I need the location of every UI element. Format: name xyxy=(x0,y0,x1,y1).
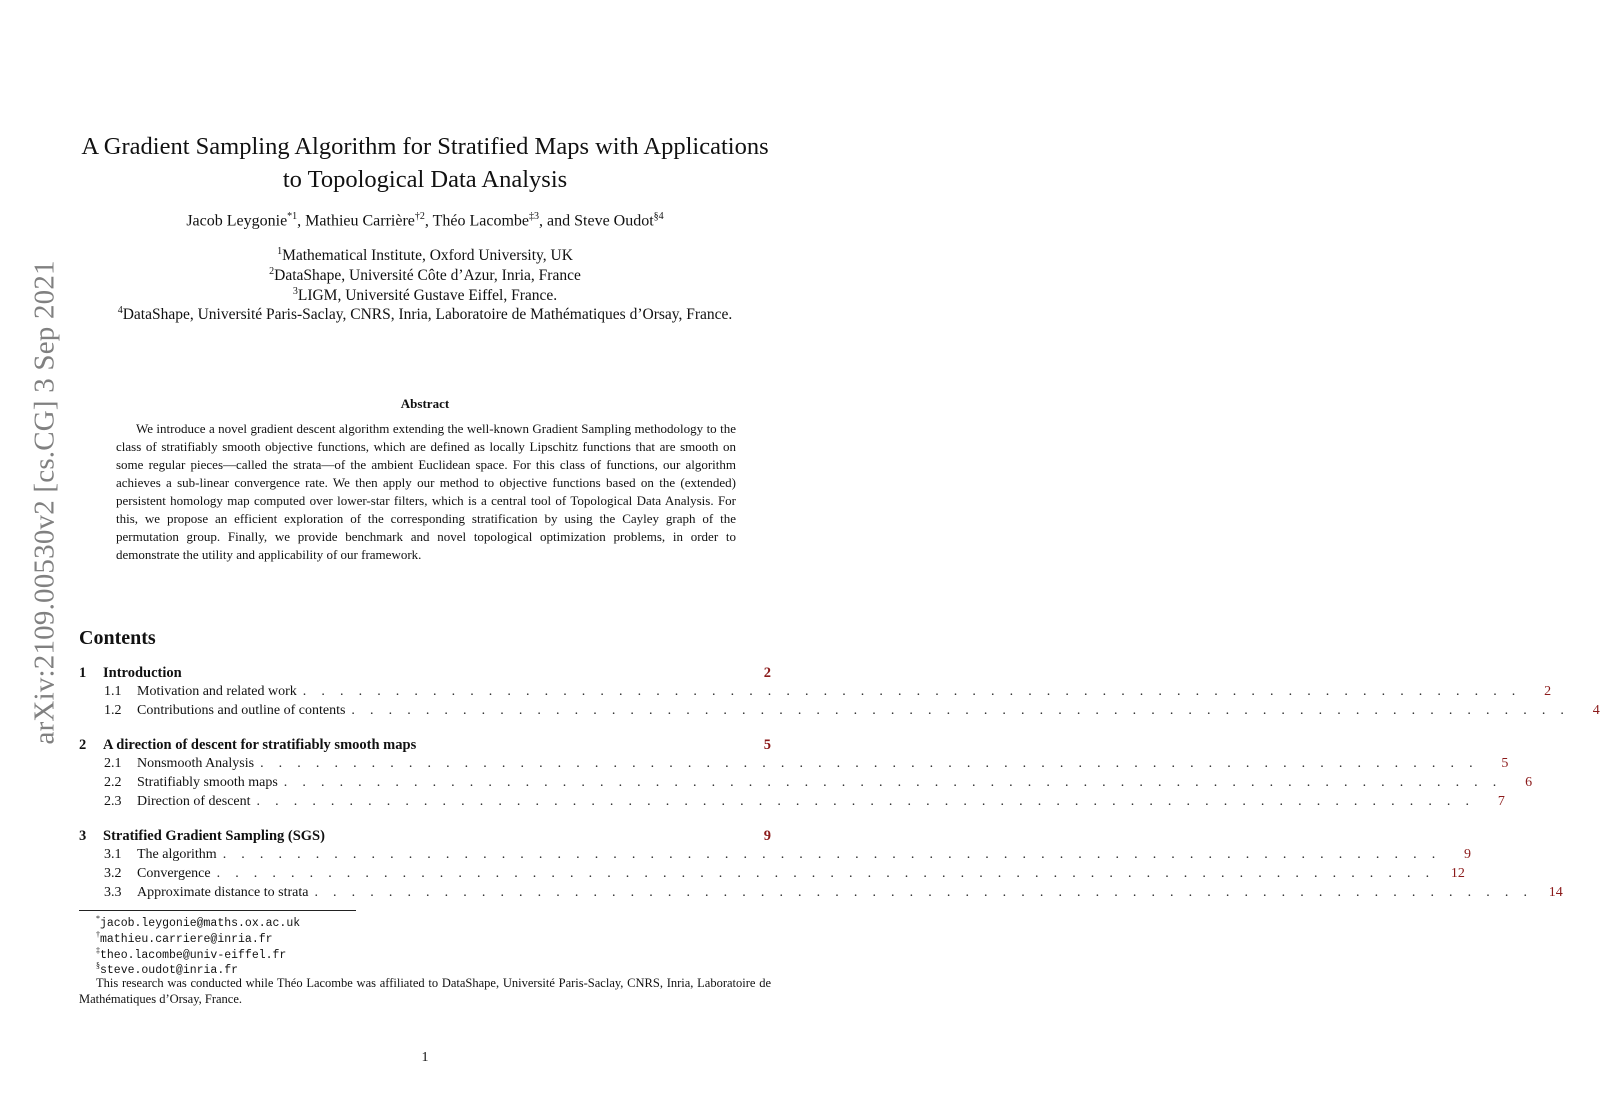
toc-section[interactable] xyxy=(79,737,771,757)
toc-page-link[interactable]: 14 xyxy=(1548,885,1563,900)
footnote-3 xyxy=(96,946,286,962)
arxiv-stamp: arXiv:2109.00530v2 [cs.CG] 3 Sep 2021 xyxy=(28,260,61,745)
toc-number: 2.3 xyxy=(104,794,122,809)
toc-leader-dots: . . . . . . . . . . . . . . . . . . . . . . . . . . . . . . . . . . . . . . . . . . . . . . . . . . . . . . . . . . . . . . . . . . xyxy=(314,885,1533,900)
abstract-text: We introduce a novel gradient descent algorithm extending the well-known Gradient Sampling methodology to the class of stratifiably smooth objective functions, which are defined as locally Lipschitz functions that are smooth on some regular pieces—called the strata—of the ambient Euclidean space. For this class of functions, our algorithm achieves a sub-linear convergence rate. We then apply our method to objective functions based on the (extended) persistent homology map computed over lower-star filters, which is a central tool of Topological Data Analysis. For this, we propose an efficient exploration of the corresponding stratification by using the Cayley graph of the permutation group. Finally, we provide benchmark and novel topological optimization problems, in order to demonstrate the utility and applicability of our framework. xyxy=(116,421,736,562)
footnote-1 xyxy=(96,914,300,930)
author-4: , and Steve Oudot xyxy=(539,212,654,230)
affiliation-4-mark: 4 xyxy=(117,305,123,316)
toc-title: Contributions and outline of contents xyxy=(137,703,346,718)
footnote-2 xyxy=(96,930,273,946)
toc-subsection[interactable] xyxy=(79,684,1552,704)
toc-number: 2 xyxy=(79,737,87,753)
toc-leader-dots: . . . . . . . . . . . . . . . . . . . . . . . . . . . . . . . . . . . . . . . . . . . . . . . . . . . . . . . . . . . . . . . . . . xyxy=(216,866,1435,881)
footnote-4-mark: § xyxy=(96,961,100,970)
toc-leader-dots: . . . . . . . . . . . . . . . . . . . . . . . . . . . . . . . . . . . . . . . . . . . . . . . . . . . . . . . . . . . . . . . . . . xyxy=(260,756,1479,771)
toc-page-link[interactable]: 9 xyxy=(763,828,771,844)
toc-number: 3.2 xyxy=(104,866,122,881)
toc-number: 1.2 xyxy=(104,703,122,718)
toc-page-link[interactable]: 12 xyxy=(1450,866,1465,881)
toc-page-link[interactable]: 7 xyxy=(1497,794,1505,809)
toc-page-link[interactable]: 4 xyxy=(1592,703,1600,718)
toc-number: 1.1 xyxy=(104,684,122,699)
footnote-3-email: theo.lacombe@univ-eiffel.fr xyxy=(100,948,287,962)
toc-number: 1 xyxy=(79,665,87,681)
author-3-mark: ‡3 xyxy=(529,211,540,222)
author-4-mark: §4 xyxy=(653,211,664,222)
toc-subsection[interactable] xyxy=(79,885,1563,905)
toc-leader-dots: . . . . . . . . . . . . . . . . . . . . . . . . . . . . . . . . . . . . . . . . . . . . . . . . . . . . . . . . . . . . . . . . . . xyxy=(351,703,1570,718)
footnote-2-mark: † xyxy=(96,930,100,939)
footnote-rule xyxy=(79,910,356,911)
toc-leader-dots: . . . . . . . . . . . . . . . . . . . . . . . . . . . . . . . . . . . . . . . . . . . . . . . . . . . . . . . . . . . . . . . . . . xyxy=(256,794,1475,809)
toc-number: 2.2 xyxy=(104,775,122,790)
toc-leader-dots: . . . . . . . . . . . . . . . . . . . . . . . . . . . . . . . . . . . . . . . . . . . . . . . . . . . . . . . . . . . . . . . . . . xyxy=(222,847,1442,862)
affiliation-3 xyxy=(0,286,850,305)
toc-subsection[interactable] xyxy=(79,756,1509,776)
toc-title: A direction of descent for stratifiably smooth maps xyxy=(103,737,417,753)
affiliation-1-mark: 1 xyxy=(277,246,283,257)
affiliation-1 xyxy=(0,246,850,265)
toc-title: Introduction xyxy=(103,665,182,681)
footnote-1-email: jacob.leygonie@maths.ox.ac.uk xyxy=(100,916,301,930)
toc-title: Motivation and related work xyxy=(137,684,297,699)
paper-title xyxy=(0,130,850,196)
toc-page-link[interactable]: 2 xyxy=(1544,684,1552,699)
toc-number: 2.1 xyxy=(104,756,122,771)
toc-number: 3.3 xyxy=(104,885,122,900)
toc-subsection[interactable] xyxy=(79,847,1472,867)
author-1-mark: *1 xyxy=(287,211,298,222)
toc-subsection[interactable] xyxy=(79,703,1600,723)
author-2-mark: †2 xyxy=(414,211,425,222)
abstract-heading: Abstract xyxy=(400,396,450,411)
toc-section[interactable] xyxy=(79,665,771,685)
toc-number: 3.1 xyxy=(104,847,122,862)
toc-title: Stratifiably smooth maps xyxy=(137,775,278,790)
toc-leader-dots: . . . . . . . . . . . . . . . . . . . . . . . . . . . . . . . . . . . . . . . . . . . . . . . . . . . . . . . . . . . . . . . . . . xyxy=(302,684,1522,699)
affiliation-3-mark: 3 xyxy=(292,286,298,297)
affiliation-3-text: LIGM, Université Gustave Eiffel, France. xyxy=(297,287,558,305)
toc-title: Direction of descent xyxy=(137,794,251,809)
affiliation-4-text: DataShape, Université Paris-Saclay, CNRS, Inria, Laboratoire de Mathématiques d’Orsay, France. xyxy=(122,306,733,324)
research-note: This research was conducted while Théo Lacombe was affiliated to DataShape, Université Paris-Saclay, CNRS, Inria, Laboratoire de Mathématiques d’Orsay, France. xyxy=(79,976,771,1006)
author-3: , Théo Lacombe xyxy=(424,212,530,230)
affiliation-2-mark: 2 xyxy=(269,266,275,277)
toc-page-link[interactable]: 5 xyxy=(1501,756,1509,771)
title-line-1: A Gradient Sampling Algorithm for Stratified Maps with Applications xyxy=(81,133,769,160)
affiliation-2 xyxy=(0,266,850,285)
toc-page-link[interactable]: 5 xyxy=(763,737,771,753)
author-list xyxy=(0,211,850,230)
footnote-2-email: mathieu.carriere@inria.fr xyxy=(100,932,273,946)
author-2: , Mathieu Carrière xyxy=(297,212,415,230)
toc-page-link[interactable]: 9 xyxy=(1464,847,1472,862)
toc-page-link[interactable]: 2 xyxy=(763,665,771,681)
toc-title: The algorithm xyxy=(137,847,217,862)
footnote-1-mark: * xyxy=(96,914,100,923)
toc-subsection[interactable] xyxy=(79,794,1505,814)
affiliation-1-text: Mathematical Institute, Oxford University, UK xyxy=(282,247,573,265)
page-number: 1 xyxy=(421,1050,429,1065)
affiliation-2-text: DataShape, Université Côte d’Azur, Inria, France xyxy=(274,267,581,285)
title-line-2: to Topological Data Analysis xyxy=(282,166,568,193)
toc-title: Convergence xyxy=(137,866,211,881)
toc-section[interactable] xyxy=(79,828,771,848)
footnote-3-mark: ‡ xyxy=(96,946,100,955)
footnote-4-email: steve.oudot@inria.fr xyxy=(100,963,239,977)
toc-title: Approximate distance to strata xyxy=(137,885,309,900)
toc-title: Nonsmooth Analysis xyxy=(137,756,255,771)
toc-number: 3 xyxy=(79,828,87,844)
author-1: Jacob Leygonie xyxy=(186,212,288,230)
contents-heading: Contents xyxy=(79,627,156,649)
toc-subsection[interactable] xyxy=(79,775,1533,795)
toc-page-link[interactable]: 6 xyxy=(1525,775,1533,790)
affiliation-4 xyxy=(0,305,850,324)
toc-subsection[interactable] xyxy=(79,866,1465,886)
toc-leader-dots: . . . . . . . . . . . . . . . . . . . . . . . . . . . . . . . . . . . . . . . . . . . . . . . . . . . . . . . . . . . . . . . . . . xyxy=(283,775,1503,790)
toc-title: Stratified Gradient Sampling (SGS) xyxy=(103,828,325,844)
